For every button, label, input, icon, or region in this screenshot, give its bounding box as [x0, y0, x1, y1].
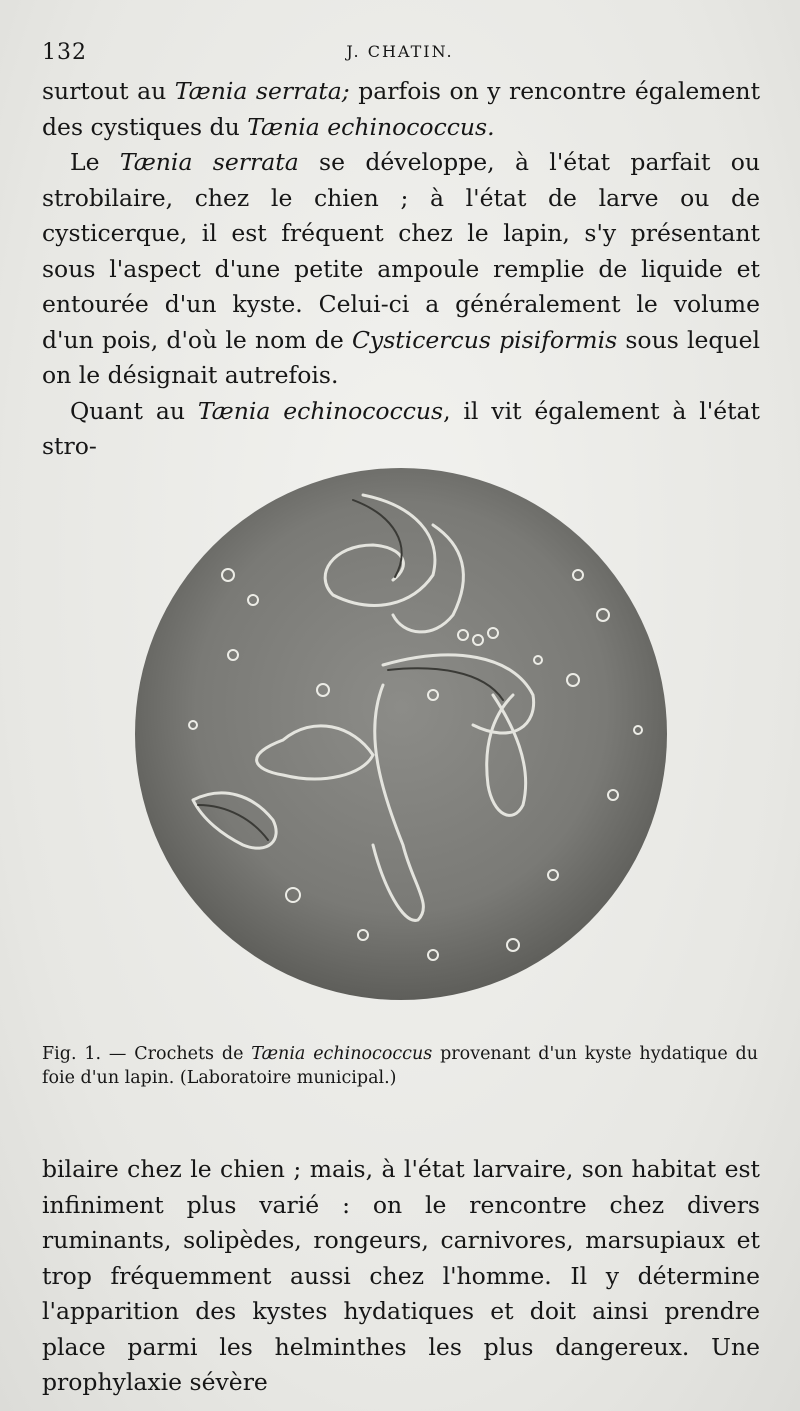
text-run: Le — [70, 148, 120, 176]
micrograph-figure — [133, 465, 669, 1003]
species-name: Tænia echinococcus — [197, 396, 444, 425]
figure-caption — [42, 1042, 758, 1090]
text-run: Quant au — [70, 396, 198, 425]
paragraph — [42, 1152, 760, 1401]
page-header — [40, 36, 760, 66]
caption-text: provenant d'un kyste hydatique du foie d'un lapin. (Laboratoire municipal.) — [42, 1044, 759, 1088]
text-run: surtout au — [42, 77, 175, 105]
species-name: Tænia echinococcus. — [247, 112, 495, 141]
text-run: , il vit également à l'état stro- — [42, 396, 760, 460]
species-name: Cysticercus pisiformis — [351, 325, 618, 354]
running-head: J. CHATIN. — [346, 42, 454, 61]
text-run: se développe, à l'état parfait ou strobilaire, chez le chien ; à l'état de larve ou de cysticerque, il est fréquent chez le lapin, s'y présentant sous l'aspect d'une petite ampoule remplie de liquide et entourée d'un kyste. Celui-ci a généralement le volume d'un pois, d'où le nom de — [42, 148, 761, 354]
species-name: Tænia serrata — [119, 148, 299, 176]
text-run: sous lequel on le désignait autrefois. — [42, 325, 761, 389]
caption-species: Tænia echinococcus — [251, 1044, 433, 1064]
micrograph-image — [133, 465, 669, 1003]
species-name: Tænia serrata; — [174, 77, 350, 105]
body-text-top — [42, 74, 760, 465]
paragraph — [42, 145, 760, 394]
text-run: bilaire chez le chien ; mais, à l'état larvaire, son habitat est infiniment plus varié : on le rencontre chez divers ruminants, solipèdes, rongeurs, carnivores, marsupiaux et trop fréquemment aussi chez l'homme. Il y détermine l'apparition des kystes hydatiques et doit ainsi prendre place parmi les helminthes les plus dangereux. Une prophylaxie sévère — [42, 1155, 760, 1396]
paragraph — [42, 74, 760, 145]
paragraph — [42, 394, 760, 465]
page-number: 132 — [42, 40, 87, 65]
caption-text: Crochets de — [126, 1044, 252, 1064]
text-run: parfois on y rencontre également des cystiques du — [42, 77, 761, 141]
caption-label: Fig. 1. — — [42, 1044, 127, 1064]
body-text-bottom — [42, 1152, 760, 1401]
